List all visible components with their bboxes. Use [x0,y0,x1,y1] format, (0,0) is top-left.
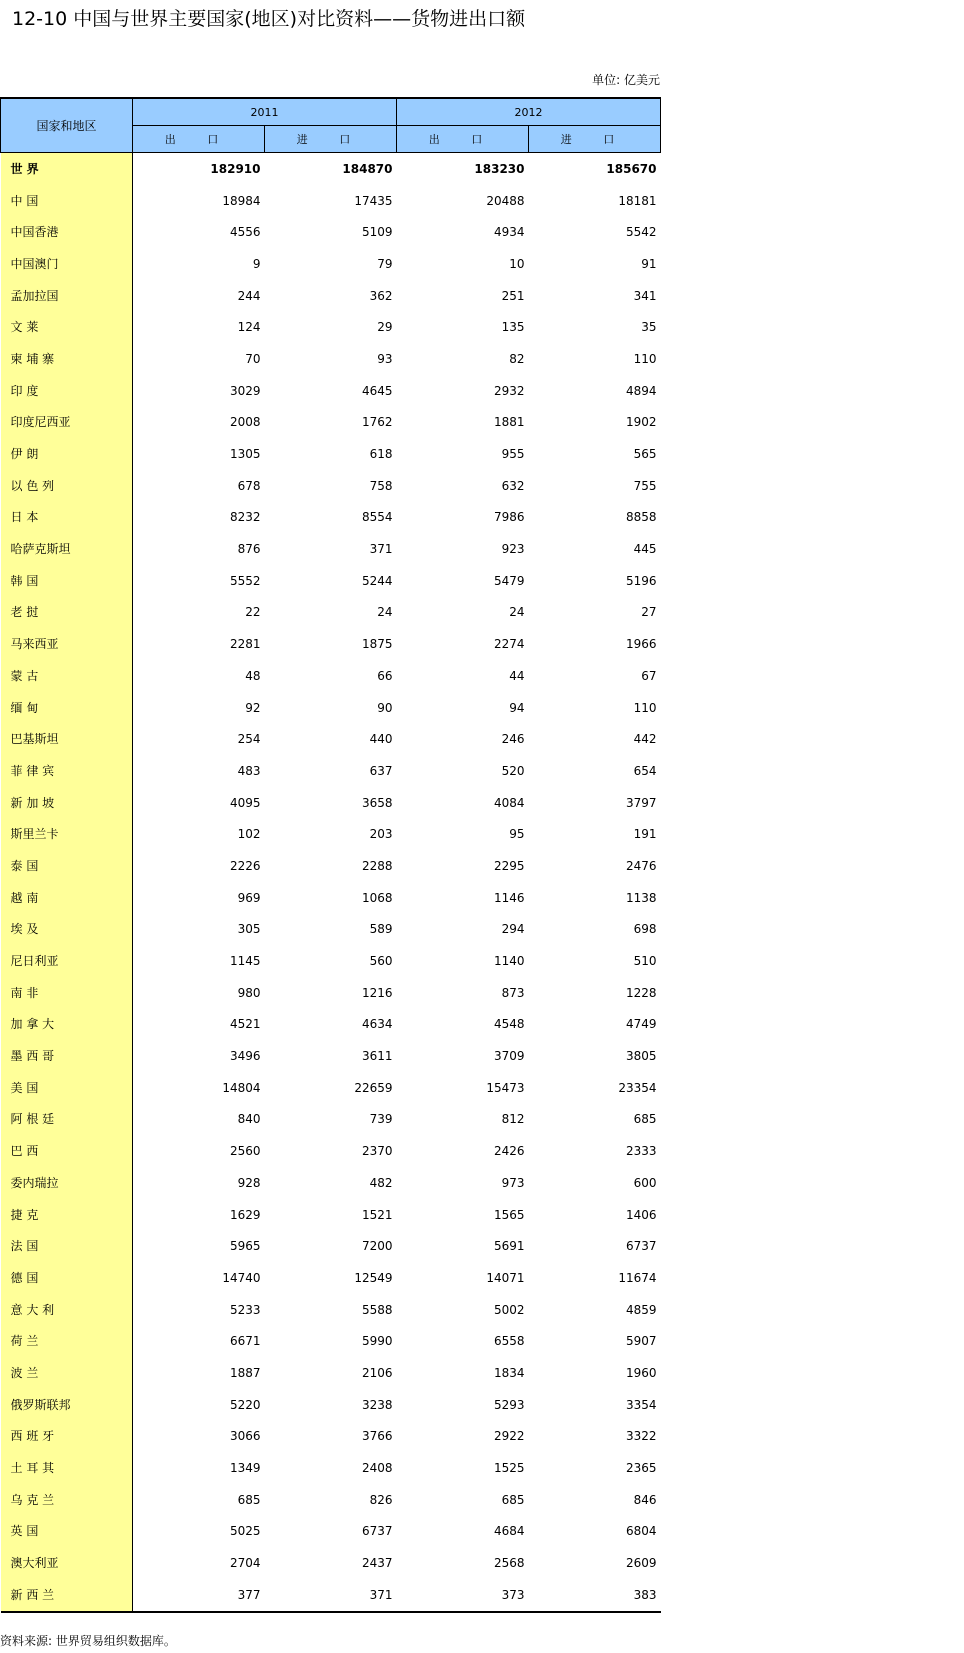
table-row [1,1579,661,1612]
country-name-cell: 老 挝 [1,597,133,629]
export-2012-cell: 973 [501,1175,525,1190]
country-name-cell: 马来西亚 [1,628,133,660]
export-2012-cell: 14071 [486,1270,525,1285]
import-2011-cell: 17435 [354,193,393,208]
export-2012-cell: 44 [509,668,525,683]
import-2012-cell: 6804 [625,1524,657,1539]
table-row [1,311,661,343]
import-2011-cell: 5990 [361,1334,393,1349]
table-row [1,1199,661,1231]
import-2012-cell: 1138 [625,890,657,905]
import-2011-cell: 3658 [361,795,393,810]
table-row [1,1325,661,1357]
country-name-cell: 捷 克 [1,1199,133,1231]
import-2011-cell: 7200 [361,1239,393,1254]
export-header-2012: 出 口 [397,126,529,153]
import-header-2011: 进 口 [265,126,397,153]
table-row [1,438,661,470]
import-2011-cell: 560 [369,954,393,969]
import-2012-cell: 23354 [618,1080,657,1095]
table-row [1,1294,661,1326]
page-title: 12-10 中国与世界主要国家(地区)对比资料——货物进出口额 [12,8,526,30]
export-2011-cell: 678 [237,478,261,493]
country-name-cell: 波 兰 [1,1357,133,1389]
import-2012-cell: 191 [633,827,657,842]
import-2012-cell: 383 [529,1579,661,1612]
import-2011-cell: 618 [369,447,393,462]
country-name-cell: 韩 国 [1,565,133,597]
country-name-cell: 澳大利亚 [1,1547,133,1579]
export-2012-cell: 1525 [493,1461,525,1476]
table-row [1,343,661,375]
import-2011-cell: 440 [369,732,393,747]
import-2011-cell: 2437 [361,1556,393,1571]
table-row [1,565,661,597]
country-name-cell: 中国香港 [1,216,133,248]
table-row [1,280,661,312]
country-name-cell: 法 国 [1,1230,133,1262]
import-2012-cell: 510 [633,954,657,969]
import-2012-cell: 654 [633,763,657,778]
export-2011-cell: 182910 [210,161,261,176]
country-name-cell: 埃 及 [1,914,133,946]
table-row [1,248,661,280]
import-2012-cell: 27 [641,605,657,620]
import-2011-cell: 8554 [361,510,393,525]
import-2011-cell: 5109 [361,225,393,240]
export-2012-cell: 520 [501,763,525,778]
year-header-2012: 2012 [397,98,661,126]
export-2011-cell: 5220 [229,1397,261,1412]
table-row [1,502,661,534]
country-name-cell: 中国澳门 [1,248,133,280]
table-header [1,98,661,153]
country-name-cell: 柬 埔 寨 [1,343,133,375]
import-2012-cell: 341 [633,288,657,303]
export-2011-cell: 8232 [229,510,261,525]
table-row [1,1421,661,1453]
import-2012-cell: 2609 [625,1556,657,1571]
source-note: 资料来源: 世界贸易组织数据库。 [0,1634,176,1648]
import-2012-cell: 755 [633,478,657,493]
import-2012-cell: 1966 [625,637,657,652]
export-2011-cell: 4521 [229,1017,261,1032]
table-row [1,692,661,724]
export-2012-cell: 2568 [493,1556,525,1571]
table-row [1,660,661,692]
export-2011-cell: 92 [245,700,261,715]
import-2011-cell: 29 [377,320,393,335]
export-2011-cell: 48 [245,668,261,683]
country-name-cell: 俄罗斯联邦 [1,1389,133,1421]
country-name-cell: 新 西 兰 [1,1579,133,1612]
country-name-cell: 英 国 [1,1516,133,1548]
table-row [1,1072,661,1104]
table-row [1,882,661,914]
table-row [1,1230,661,1262]
import-2011-cell: 184870 [342,161,393,176]
country-name-cell: 巴基斯坦 [1,723,133,755]
export-2012-cell: 1146 [493,890,525,905]
table-row [1,1009,661,1041]
import-2011-cell: 1068 [361,890,393,905]
import-2011-cell: 739 [369,1112,393,1127]
export-2011-cell: 6671 [229,1334,261,1349]
export-2012-cell: 95 [509,827,525,842]
country-name-cell: 美 国 [1,1072,133,1104]
export-2011-cell: 124 [237,320,261,335]
import-2012-cell: 3354 [625,1397,657,1412]
import-2012-cell: 1960 [625,1365,657,1380]
export-2012-cell: 5479 [493,573,525,588]
country-name-cell: 中 国 [1,185,133,217]
import-2012-cell: 110 [633,351,657,366]
table-row [1,1357,661,1389]
export-2011-cell: 102 [237,827,261,842]
export-2011-cell: 9 [252,256,261,271]
export-2011-cell: 4095 [229,795,261,810]
export-2011-cell: 254 [237,732,261,747]
country-name-cell: 以 色 列 [1,470,133,502]
country-name-cell: 文 莱 [1,311,133,343]
export-2011-cell: 18984 [222,193,261,208]
country-name-cell: 南 非 [1,977,133,1009]
import-2012-cell: 18181 [618,193,657,208]
export-2011-cell: 2704 [229,1556,261,1571]
export-2011-cell: 928 [237,1175,261,1190]
export-2011-cell: 5965 [229,1239,261,1254]
import-2011-cell: 6737 [361,1524,393,1539]
export-2011-cell: 980 [237,985,261,1000]
import-2011-cell: 826 [369,1492,393,1507]
import-2011-cell: 362 [369,288,393,303]
country-name-cell: 乌 克 兰 [1,1484,133,1516]
table-row [1,787,661,819]
export-2011-cell: 1305 [229,447,261,462]
country-name-cell: 加 拿 大 [1,1009,133,1041]
import-2011-cell: 90 [377,700,393,715]
export-2011-cell: 876 [237,542,261,557]
export-2012-cell: 812 [501,1112,525,1127]
export-2012-cell: 2295 [493,858,525,873]
export-2012-cell: 24 [509,605,525,620]
country-name-cell: 尼日利亚 [1,945,133,977]
export-2012-cell: 2274 [493,637,525,652]
import-2011-cell: 2106 [361,1365,393,1380]
export-2011-cell: 70 [245,351,261,366]
country-name-cell: 新 加 坡 [1,787,133,819]
export-2012-cell: 5691 [493,1239,525,1254]
import-2012-cell: 442 [633,732,657,747]
import-2012-cell: 6737 [625,1239,657,1254]
export-2011-cell: 14740 [222,1270,261,1285]
country-name-cell: 哈萨克斯坦 [1,533,133,565]
export-2012-cell: 4684 [493,1524,525,1539]
import-2012-cell: 110 [633,700,657,715]
export-2012-cell: 94 [509,700,525,715]
import-2011-cell: 4645 [361,383,393,398]
export-2011-cell: 1887 [229,1365,261,1380]
table-row [1,1389,661,1421]
export-2011-cell: 483 [237,763,261,778]
table-row [1,818,661,850]
country-name-cell: 孟加拉国 [1,280,133,312]
import-2012-cell: 35 [641,320,657,335]
country-name-cell: 印度尼西亚 [1,407,133,439]
import-2011-cell: 1762 [361,415,393,430]
import-2012-cell: 600 [633,1175,657,1190]
table-row [1,375,661,407]
import-2012-cell: 2333 [625,1144,657,1159]
import-header-2012: 进 口 [529,126,661,153]
import-2011-cell: 482 [369,1175,393,1190]
import-2012-cell: 4859 [625,1302,657,1317]
table-row [1,216,661,248]
export-2011-cell: 244 [237,288,261,303]
import-2012-cell: 445 [633,542,657,557]
import-2011-cell: 66 [377,668,393,683]
import-2011-cell: 93 [377,351,393,366]
export-2011-cell: 2008 [229,415,261,430]
export-2012-cell: 6558 [493,1334,525,1349]
import-2012-cell: 1902 [625,415,657,430]
export-2011-cell: 5552 [229,573,261,588]
table-row [1,597,661,629]
import-2011-cell: 2370 [361,1144,393,1159]
import-2011-cell: 371 [265,1579,397,1612]
import-2012-cell: 185670 [606,161,657,176]
import-2012-cell: 1406 [625,1207,657,1222]
country-name-cell: 印 度 [1,375,133,407]
import-2012-cell: 5196 [625,573,657,588]
export-2012-cell: 685 [501,1492,525,1507]
export-2011-cell: 377 [133,1579,265,1612]
export-2012-cell: 5002 [493,1302,525,1317]
import-2012-cell: 5907 [625,1334,657,1349]
export-2012-cell: 4548 [493,1017,525,1032]
table-row [1,1104,661,1136]
table-row [1,1547,661,1579]
export-2011-cell: 2281 [229,637,261,652]
export-2011-cell: 305 [237,922,261,937]
export-2012-cell: 2932 [493,383,525,398]
export-2011-cell: 4556 [229,225,261,240]
import-2012-cell: 67 [641,668,657,683]
country-name-cell: 世 界 [1,153,133,185]
export-2012-cell: 251 [501,288,525,303]
trade-table [0,97,661,1613]
import-2012-cell: 2365 [625,1461,657,1476]
import-2012-cell: 2476 [625,858,657,873]
table-row [1,628,661,660]
export-2012-cell: 373 [397,1579,529,1612]
table-row [1,533,661,565]
country-name-cell: 伊 朗 [1,438,133,470]
country-name-cell: 泰 国 [1,850,133,882]
import-2012-cell: 3322 [625,1429,657,1444]
table-row [1,977,661,1009]
export-2011-cell: 14804 [222,1080,261,1095]
country-name-cell: 委内瑞拉 [1,1167,133,1199]
table-row [1,1135,661,1167]
country-name-cell: 西 班 牙 [1,1421,133,1453]
country-name-cell: 日 本 [1,502,133,534]
export-2012-cell: 7986 [493,510,525,525]
export-2011-cell: 685 [237,1492,261,1507]
import-2012-cell: 91 [641,256,657,271]
table-row [1,755,661,787]
export-2011-cell: 3066 [229,1429,261,1444]
export-2011-cell: 22 [245,605,261,620]
export-2011-cell: 2560 [229,1144,261,1159]
export-2011-cell: 1349 [229,1461,261,1476]
import-2011-cell: 5244 [361,573,393,588]
export-2011-cell: 3029 [229,383,261,398]
import-2012-cell: 1228 [625,985,657,1000]
import-2012-cell: 698 [633,922,657,937]
import-2012-cell: 4749 [625,1017,657,1032]
export-2011-cell: 1629 [229,1207,261,1222]
export-2012-cell: 5293 [493,1397,525,1412]
unit-label: 单位: 亿美元 [592,73,660,87]
export-2012-cell: 923 [501,542,525,557]
import-2012-cell: 685 [633,1112,657,1127]
import-2011-cell: 5588 [361,1302,393,1317]
country-name-cell: 蒙 古 [1,660,133,692]
table-row [1,1484,661,1516]
import-2011-cell: 22659 [354,1080,393,1095]
country-name-cell: 缅 甸 [1,692,133,724]
export-2012-cell: 2426 [493,1144,525,1159]
export-header-2011: 出 口 [133,126,265,153]
export-2012-cell: 1140 [493,954,525,969]
table-row [1,1452,661,1484]
export-2011-cell: 3496 [229,1049,261,1064]
country-name-cell: 斯里兰卡 [1,818,133,850]
import-2011-cell: 12549 [354,1270,393,1285]
export-2012-cell: 135 [501,320,525,335]
export-2012-cell: 873 [501,985,525,1000]
import-2011-cell: 371 [369,542,393,557]
import-2011-cell: 3611 [361,1049,393,1064]
table-row [1,1516,661,1548]
year-header-2011: 2011 [133,98,397,126]
country-name-cell: 荷 兰 [1,1325,133,1357]
table-row [1,1167,661,1199]
import-2011-cell: 758 [369,478,393,493]
export-2012-cell: 955 [501,447,525,462]
country-name-cell: 墨 西 哥 [1,1040,133,1072]
import-2012-cell: 5542 [625,225,657,240]
export-2011-cell: 5025 [229,1524,261,1539]
export-2012-cell: 82 [509,351,525,366]
import-2011-cell: 2408 [361,1461,393,1476]
country-name-cell: 越 南 [1,882,133,914]
country-name-cell: 巴 西 [1,1135,133,1167]
table-row [1,914,661,946]
import-2011-cell: 1216 [361,985,393,1000]
import-2012-cell: 8858 [625,510,657,525]
export-2012-cell: 183230 [474,161,525,176]
import-2011-cell: 3766 [361,1429,393,1444]
export-2012-cell: 1881 [493,415,525,430]
export-2012-cell: 1834 [493,1365,525,1380]
export-2012-cell: 2922 [493,1429,525,1444]
export-2011-cell: 969 [237,890,261,905]
table-row [1,407,661,439]
export-2011-cell: 840 [237,1112,261,1127]
country-name-cell: 土 耳 其 [1,1452,133,1484]
import-2012-cell: 565 [633,447,657,462]
import-2011-cell: 589 [369,922,393,937]
country-name-cell: 菲 律 宾 [1,755,133,787]
import-2011-cell: 203 [369,827,393,842]
import-2012-cell: 4894 [625,383,657,398]
export-2011-cell: 5233 [229,1302,261,1317]
import-2012-cell: 846 [633,1492,657,1507]
table-row [1,723,661,755]
table-body [1,153,661,1612]
export-2012-cell: 3709 [493,1049,525,1064]
export-2012-cell: 15473 [486,1080,525,1095]
table-row [1,470,661,502]
export-2012-cell: 294 [501,922,525,937]
export-2012-cell: 632 [501,478,525,493]
table-row [1,1040,661,1072]
import-2011-cell: 4634 [361,1017,393,1032]
import-2011-cell: 637 [369,763,393,778]
import-2011-cell: 79 [377,256,393,271]
table-row [1,850,661,882]
import-2011-cell: 1521 [361,1207,393,1222]
table-row [1,1262,661,1294]
import-2012-cell: 3797 [625,795,657,810]
import-2011-cell: 3238 [361,1397,393,1412]
export-2011-cell: 1145 [229,954,261,969]
table-row [1,153,661,185]
export-2012-cell: 10 [509,256,525,271]
export-2012-cell: 20488 [486,193,525,208]
import-2011-cell: 24 [377,605,393,620]
export-2012-cell: 1565 [493,1207,525,1222]
import-2012-cell: 11674 [618,1270,657,1285]
country-column-header: 国家和地区 [1,98,133,153]
export-2012-cell: 4934 [493,225,525,240]
export-2012-cell: 246 [501,732,525,747]
export-2012-cell: 4084 [493,795,525,810]
country-name-cell: 阿 根 廷 [1,1104,133,1136]
country-name-cell: 德 国 [1,1262,133,1294]
country-name-cell: 意 大 利 [1,1294,133,1326]
export-2011-cell: 2226 [229,858,261,873]
import-2011-cell: 1875 [361,637,393,652]
import-2011-cell: 2288 [361,858,393,873]
import-2012-cell: 3805 [625,1049,657,1064]
table-row [1,185,661,217]
table-row [1,945,661,977]
